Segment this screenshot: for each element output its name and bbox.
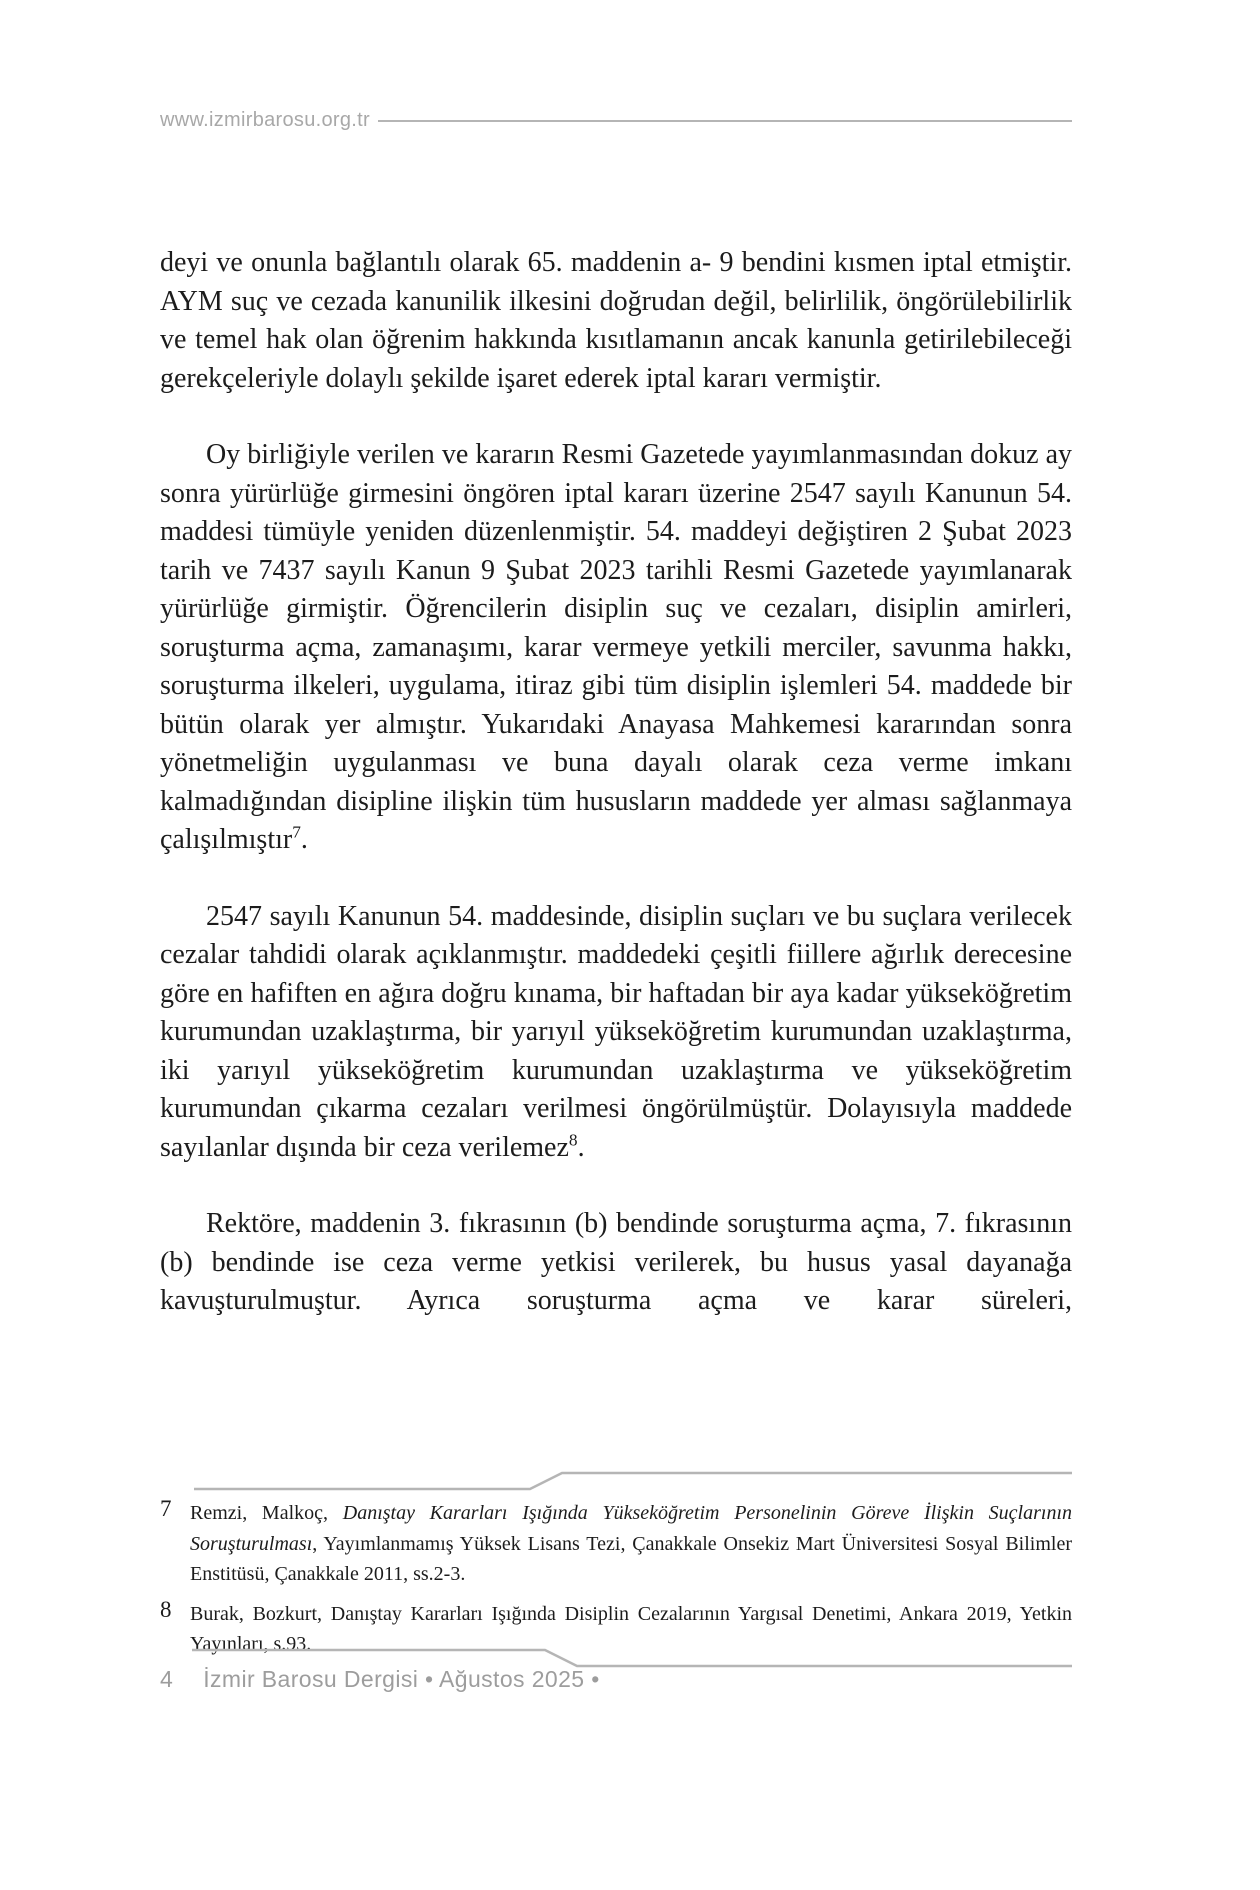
header-url: www.izmirbarosu.org.tr bbox=[160, 109, 370, 131]
footnote-8-marker: 8 bbox=[160, 1596, 172, 1622]
footnote-7-rest: , Yayımlanmamış Yüksek Lisans Tezi, Çanakkale Onsekiz Mart Üniversitesi Sosyal Bilimler Enstitüsü, Çanakkale 2011, ss.2-3. bbox=[190, 1532, 1072, 1585]
paragraph-3-text: 2547 sayılı Kanunun 54. maddesinde, disiplin suçları ve bu suçlara verilecek cezalar tahdidi olarak açıklanmıştır. maddedeki çeşitli fiillere ağırlık derecesine göre en hafiften en ağıra doğru kınama, bir haftadan bir aya kadar yükseköğretim kurumundan uzaklaştırma, bir yarıyıl yükseköğretim kurumundan uzaklaştırma, iki yarıyıl yükseköğretim kurumundan uzaklaştırma ve yükseköğretim kurumundan çıkarma cezaları verilmesi öngörülmüştür. Dolayısıyla maddede sayılanlar dışında bir ceza verilemez bbox=[160, 900, 1072, 1163]
paragraph-2 bbox=[160, 436, 1072, 860]
paragraph-4: Rektöre, maddenin 3. fıkrasının (b) bendinde soruşturma açma, 7. fıkrasının (b) bendinde ise ceza verme yetkisi verilerek, bu husus yasal dayanağa kavuşturulmuştur. Ayrıca soruşturma açma ve karar süreleri, bbox=[160, 1208, 1072, 1316]
paragraph-1: deyi ve onunla bağlantılı olarak 65. maddenin a- 9 bendini kısmen iptal etmiştir. AYM suç ve cezada kanunilik ilkesini doğrudan değil, belirlilik, öngörülebilirlik ve temel hak olan öğrenim hakkında kısıtlamanın ancak kanunla getirilebileceği gerekçeleriyle dolaylı şekilde işaret ederek iptal kararı vermiştir. bbox=[160, 247, 1072, 394]
journal-name: İzmir Barosu Dergisi • Ağustos 2025 • bbox=[203, 1666, 600, 1692]
footnote-7-title: Danıştay Kararları Işığında Yükseköğretim Personelinin Göreve İlişkin Suçlarının Soruşturulması bbox=[190, 1502, 1072, 1555]
page-number: 4 bbox=[160, 1666, 174, 1692]
paragraph-2-text: Oy birliğiyle verilen ve kararın Resmi Gazetede yayımlanmasından dokuz ay sonra yürürlüğe girmesini öngören iptal kararı üzerine 2547 sayılı Kanunun 54. maddesi tümüyle yeniden düzenlenmiştir. 54. maddeyi değiştiren 2 Şubat 2023 tarih ve 7437 sayılı Kanun 9 Şubat 2023 tarihli Resmi Gazetede yayımlanarak yürürlüğe girmiştir. Öğrencilerin disiplin suç ve cezaları, disiplin amirleri, soruşturma açma, zamanaşımı, karar vermeye yetkili merciler, savunma hakkı, soruşturma ilkeleri, uygulama, itiraz gibi tüm disiplin işlemleri 54. maddede bir bütün olarak yer almıştır. Yukarıdaki Anayasa Mahkemesi kararından sonra yönetmeliğin uygulanması ve buna dayalı olarak ceza verme imkanı kalmadığından disipline ilişkin tüm hususların maddede yer alması sağlanmaya çalışılmıştır bbox=[160, 439, 1072, 855]
page-footer bbox=[160, 1664, 1072, 1694]
header-rule-line bbox=[378, 120, 1072, 122]
page-header bbox=[160, 108, 1072, 132]
footnote-7 bbox=[160, 1498, 1072, 1590]
article-body bbox=[160, 244, 1072, 1321]
footnote-8-lead: Burak, Bozkurt, bbox=[190, 1602, 331, 1625]
footnote-7-marker: 7 bbox=[160, 1496, 172, 1521]
paragraph-3-period: . bbox=[577, 1131, 585, 1163]
footnote-ref-7: 7 bbox=[292, 822, 301, 842]
footnote-7-text bbox=[190, 1498, 1072, 1590]
footnote-8-rest: Danıştay Kararları Işığında Disiplin Cezalarının Yargısal Denetimi, Ankara 2019, Yetkin Yayınları, s.93. bbox=[190, 1602, 1073, 1655]
footnote-ref-8: 8 bbox=[568, 1130, 578, 1150]
footnote-separator-line bbox=[160, 1464, 1072, 1492]
paragraph-2-period: . bbox=[300, 824, 308, 855]
footnotes-section bbox=[160, 1498, 1072, 1660]
paragraph-3 bbox=[160, 898, 1072, 1168]
footnote-7-lead: Remzi, Malkoç, bbox=[190, 1502, 343, 1524]
